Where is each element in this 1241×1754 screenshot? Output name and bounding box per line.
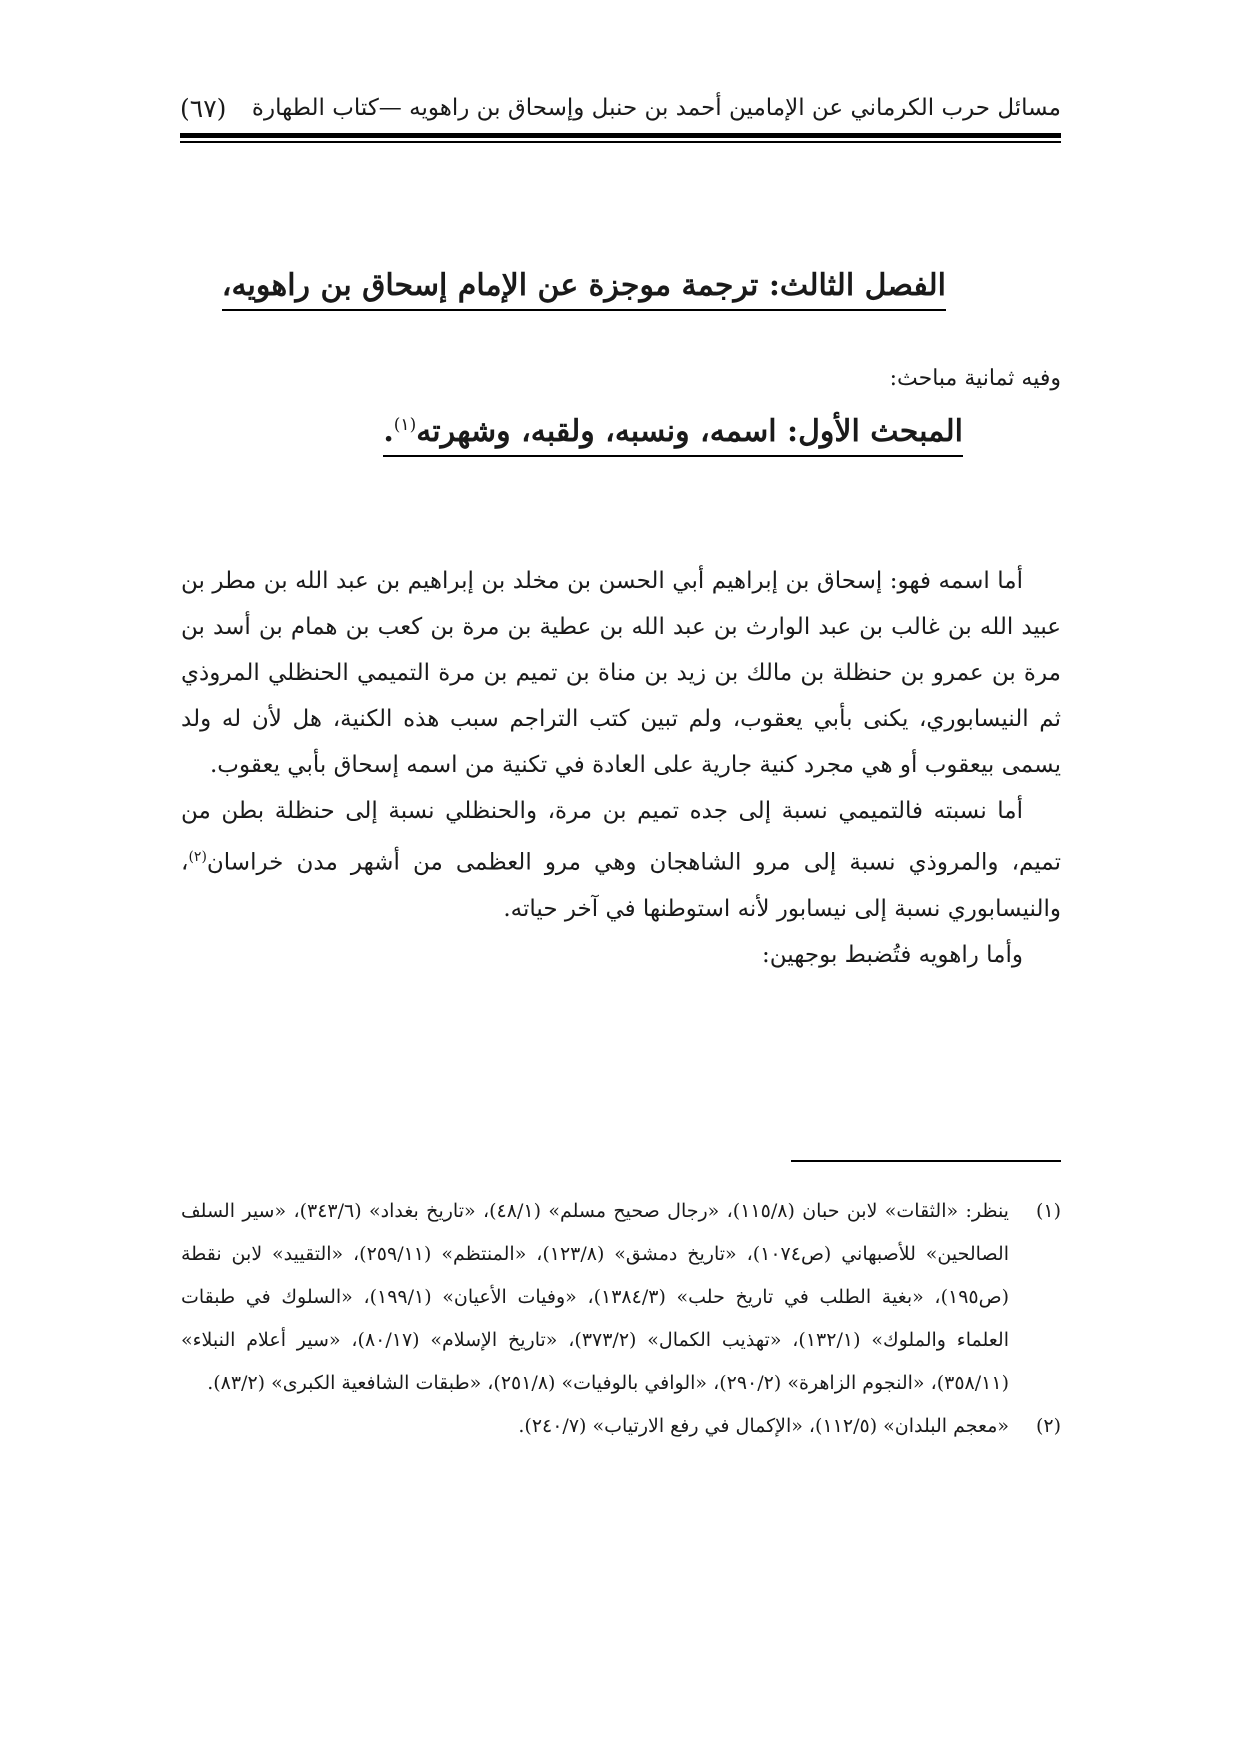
section-title-end: . (383, 414, 394, 449)
footnote-text: ينظر: «الثقات» لابن حبان (١١٥/٨)، «رجال صحيح مسلم» (٤٨/١)، «تاريخ بغداد» (٣٤٣/٦)، «سير السلف الصالحين» للأصبهاني (ص١٠٧٤)، «تاريخ دمشق» (١٢٣/٨)، «المنتظم» (٢٥٩/١١)، «التقييد» لابن نقطة (ص١٩٥)، «بغية الطلب في تاريخ حلب» (١٣٨٤/٣)، «وفيات الأعيان» (١٩٩/١)، «السلوك في طبقات العلماء والملوك» (١٣٢/١)، «تهذيب الكمال» (٣٧٣/٢)، «تاريخ الإسلام» (٨٠/١٧)، «سير أعلام النبلاء» (٣٥٨/١١)، «النجوم الزاهرة» (٢٩٠/٢)، «الوافي بالوفيات» (٢٥١/٨)، «طبقات الشافعية الكبرى» (٨٣/٢). (181, 1200, 1009, 1394)
intro-line: وفيه ثمانية مباحث: (889, 366, 1061, 391)
paragraph-lineage-b: ، والنيسابوري نسبة إلى نيسابور لأنه استوطنها في آخر حياته. (181, 849, 1061, 922)
paragraph-lineage (181, 788, 1061, 932)
chapter-title: الفصل الثالث: ترجمة موجزة عن الإمام إسحاق بن راهويه، (222, 268, 946, 311)
paragraph-rahawayh: وأما راهويه فتُضبط بوجهين: (762, 941, 1023, 968)
running-title: مسائل حرب الكرماني عن الإمامين أحمد بن حنبل وإسحاق بن راهويه —كتاب الطهارة (251, 95, 1061, 121)
header-rule-thick (180, 133, 1061, 138)
section-title (383, 414, 963, 457)
header-rule-thin (180, 141, 1061, 143)
section-title-text: المبحث الأول: اسمه، ونسبه، ولقبه، وشهرته (416, 414, 963, 449)
footnote-ref-2[interactable]: (٢) (188, 849, 207, 865)
footnote-ref-1[interactable]: (١) (393, 415, 417, 435)
footnotes (181, 1190, 1061, 1448)
footnote-number: (٢) (1035, 1415, 1061, 1437)
footnote-number: (١) (1035, 1200, 1061, 1222)
body-text (181, 558, 1061, 978)
paragraph-lineage-a: أما نسبته فالتميمي نسبة إلى جده تميم بن مرة، والحنظلي نسبة إلى حنظلة بطن من تميم، والمروذي نسبة إلى مرو الشاهجان وهي مرو العظمى من أشهر مدن خراسان (181, 798, 1061, 876)
page-number: (٦٧) (180, 93, 227, 123)
footnote-text: «معجم البلدان» (١١٢/٥)، «الإكمال في رفع الارتياب» (٢٤٠/٧). (518, 1415, 1009, 1437)
footnote-2 (181, 1405, 1061, 1448)
paragraph-name: أما اسمه فهو: إسحاق بن إبراهيم أبي الحسن بن مخلد بن إبراهيم بن عبد الله بن مطر بن عبيد الله بن غالب بن عبد الوارث بن عبد الله بن عطية بن مرة بن كعب بن همام بن أسد بن مرة بن عمرو بن حنظلة بن مالك بن زيد بن مناة بن تميم بن مرة التميمي الحنظلي المروذي ثم النيسابوري، يكنى بأبي يعقوب، ولم تبين كتب التراجم سبب هذه الكنية، هل لأن له ولد يسمى بيعقوب أو هي مجرد كنية جارية على العادة في تكنية من اسمه إسحاق بأبي يعقوب. (181, 568, 1061, 778)
footnote-separator (791, 1160, 1061, 1162)
footnote-1 (181, 1190, 1061, 1405)
running-header (180, 88, 1061, 128)
